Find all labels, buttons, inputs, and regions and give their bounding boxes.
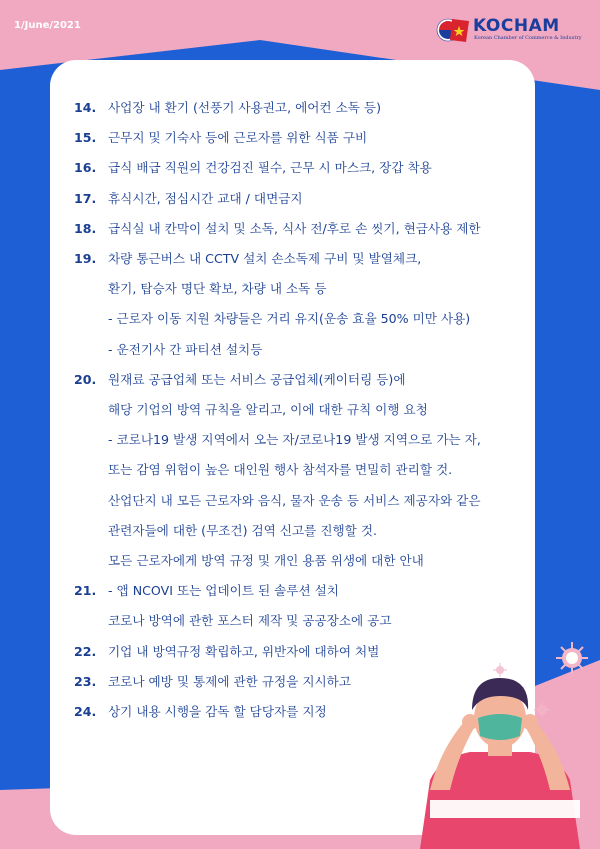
item-number: 18. xyxy=(74,220,97,236)
date-label: 1/June/2021 xyxy=(14,20,81,31)
flag-icon xyxy=(436,16,470,44)
masked-person-illustration xyxy=(400,640,600,849)
item-text: 차량 통근버스 내 CCTV 설치 손소독제 구비 및 발열체크, xyxy=(108,251,422,266)
item-number: 15. xyxy=(74,130,97,146)
item-text: 급식 배급 직원의 건강검진 필수, 근무 시 마스크, 장갑 착용 xyxy=(108,160,432,176)
item-number: 14. xyxy=(74,100,97,115)
item-text: 코로나 방역에 관한 포스터 제작 및 공공장소에 공고 xyxy=(108,613,392,629)
item-text: - 운전기사 간 파티션 설치등 xyxy=(108,341,263,357)
item-text: 상기 내용 시행을 감독 할 담당자를 지정 xyxy=(108,704,327,719)
item-text: 기업 내 방역규정 확립하고, 위반자에 대하여 처벌 xyxy=(108,643,380,659)
item-text: 산업단지 내 모든 근로자와 음식, 물자 운송 등 서비스 제공자와 같은 xyxy=(108,492,481,508)
item-text: 관련자들에 대한 (무조건) 검역 신고를 진행할 것. xyxy=(108,522,377,538)
item-text: 휴식시간, 점심시간 교대 / 대면금지 xyxy=(108,190,303,206)
item-text: 급식실 내 칸막이 설치 및 소독, 식사 전/후로 손 씻기, 현금사용 제한 xyxy=(108,220,481,236)
item-text: 원재료 공급업체 또는 서비스 공급업체(케이터링 등)에 xyxy=(108,371,406,387)
item-number: 24. xyxy=(74,704,97,719)
item-number: 20. xyxy=(74,371,97,387)
item-number: 17. xyxy=(74,190,97,206)
logo-name: KOCHAM xyxy=(473,16,560,36)
item-text: - 코로나19 발생 지역에서 오는 자/코로나19 발생 지역으로 가는 자, xyxy=(108,432,481,448)
item-number: 22. xyxy=(74,643,97,659)
logo-subtitle: Korean Chamber of Commerce & Industry xyxy=(474,35,582,41)
item-text: 모든 근로자에게 방역 규정 및 개인 용품 위생에 대한 안내 xyxy=(108,553,424,568)
item-text: 사업장 내 환기 (선풍기 사용권고, 에어컨 소독 등) xyxy=(108,100,381,115)
item-number: 23. xyxy=(74,673,97,689)
virus-icon xyxy=(493,663,507,677)
kocham-logo xyxy=(436,16,586,44)
item-number: 21. xyxy=(74,583,97,599)
item-text: 코로나 예방 및 통제에 관한 규정을 지시하고 xyxy=(108,673,351,689)
item-number: 19. xyxy=(74,251,97,266)
item-text: 또는 감염 위험이 높은 대인원 행사 참석자를 면밀히 관리할 것. xyxy=(108,462,453,478)
item-number: 16. xyxy=(74,160,97,176)
item-text: 근무지 및 기숙사 등에 근로자를 위한 식품 구비 xyxy=(108,130,368,146)
virus-icon xyxy=(534,702,550,718)
item-text: 해당 기업의 방역 규칙을 알리고, 이에 대한 규칙 이행 요청 xyxy=(108,402,428,417)
item-text: - 근로자 이동 지원 차량들은 거리 유지(운송 효율 50% 미만 사용) xyxy=(108,311,471,327)
virus-icon xyxy=(556,642,588,674)
item-text: 환기, 탑승자 명단 확보, 차량 내 소독 등 xyxy=(108,281,327,297)
item-text: - 앱 NCOVI 또는 업데이트 된 솔루션 설치 xyxy=(108,583,339,599)
